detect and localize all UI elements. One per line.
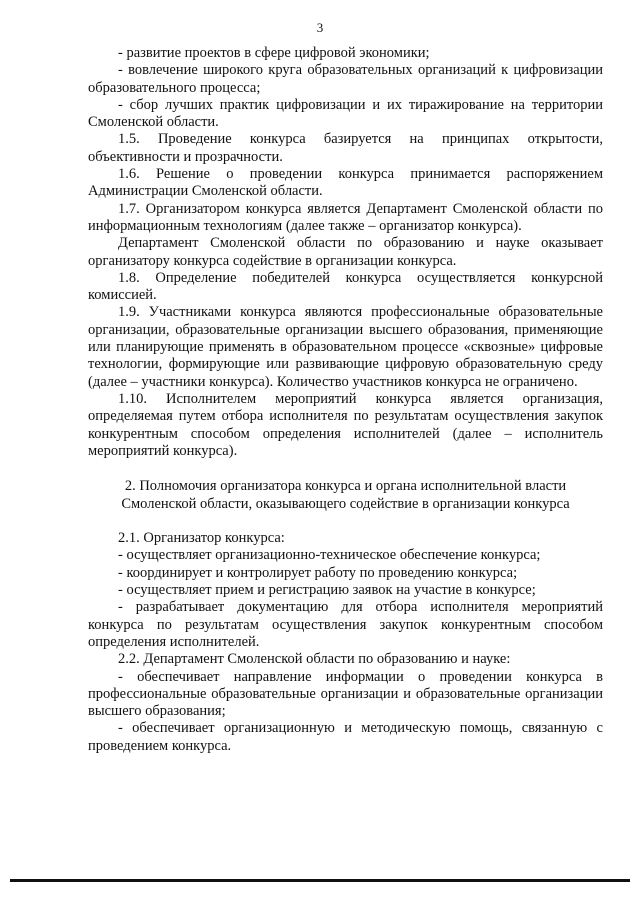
bullet-paragraph: - развитие проектов в сфере цифровой экономики; (118, 45, 430, 61)
bullet-paragraph: - разрабатывает документацию для отбора исполнителя мероприятий конкурса по результатам осуществления закупок конкурентным способом определения исполнителей. (88, 599, 603, 650)
bullet-paragraph: - вовлечение широкого круга образовательных организаций к цифровизации образовательного процесса; (88, 62, 603, 96)
section-2-heading-line1: 2. Полномочия организатора конкурса и органа исполнительной власти (124, 478, 567, 495)
clause-1-7-continued: Департамент Смоленской области по образованию и науке оказывает организатору конкурса содействие в организации конкурса. (88, 235, 603, 269)
clause-1-7: 1.7. Организатором конкурса является Департамент Смоленской области по информационным технологиям (далее также – организатор конкурса). (88, 200, 603, 234)
page-number: 3 (316, 20, 324, 35)
document-body (88, 45, 603, 755)
bullet-paragraph: - обеспечивает направление информации о проведении конкурса в профессиональные образовательные организации и образовательные организации высшего образования; (88, 668, 603, 720)
clause-1-9: 1.9. Участниками конкурса являются профессиональные образовательные организации, образовательные организации высшего образования, применяющие или планирующие применять в образовательном процессе «сквозные» цифровые технологии, формирующие или развивающие цифровую образовательную среду (далее – участники конкурса). Количество участников конкурса не ограничено. (88, 304, 603, 390)
bullet-paragraph: - осуществляет организационно-техническое обеспечение конкурса; (118, 547, 541, 564)
clause-2-1-title: 2.1. Организатор конкурса: (118, 530, 285, 547)
clause-2-2-title: 2.2. Департамент Смоленской области по образованию и науке: (118, 651, 511, 668)
clause-1-6: 1.6. Решение о проведении конкурса принимается распоряжением Администрации Смоленской области. (88, 166, 603, 200)
bullet-paragraph: - осуществляет прием и регистрацию заявок на участие в конкурсе; (118, 582, 536, 599)
bottom-rule (10, 879, 630, 882)
bullet-paragraph: - координирует и контролирует работу по проведению конкурса; (118, 564, 518, 581)
bullet-paragraph: - сбор лучших практик цифровизации и их тиражирование на территории Смоленской области. (88, 96, 603, 131)
section-2-heading-line2: Смоленской области, оказывающего содействие в организации конкурса (121, 496, 570, 513)
clause-1-10: 1.10. Исполнителем мероприятий конкурса является организация, определяемая путем отбора исполнителя по результатам осуществления закупок конкурентным способом определения исполнителей (далее – исполнитель мероприятий конкурса). (88, 390, 603, 459)
clause-1-5: 1.5. Проведение конкурса базируется на принципах открытости, объективности и прозрачности. (88, 131, 603, 165)
bullet-paragraph: - обеспечивает организационную и методическую помощь, связанную с проведением конкурса. (88, 720, 603, 754)
clause-1-8: 1.8. Определение победителей конкурса осуществляется конкурсной комиссией. (88, 269, 603, 304)
